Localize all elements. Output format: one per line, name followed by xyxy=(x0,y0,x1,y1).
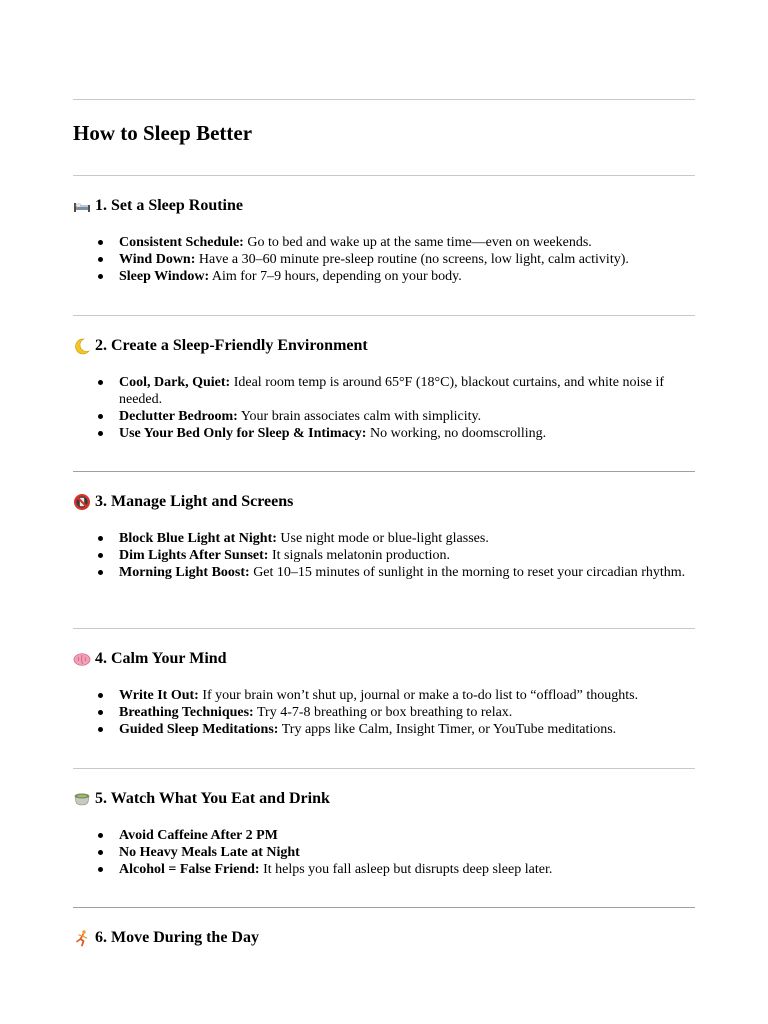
list-item xyxy=(73,530,695,547)
section-list xyxy=(73,234,695,285)
item-text: If your brain won’t shut up, journal or make a to-do list to “offload” thoughts. xyxy=(202,688,639,703)
section-heading-eat-and-drink xyxy=(73,788,330,810)
section-list xyxy=(73,530,695,581)
list-item xyxy=(73,268,695,285)
section-list xyxy=(73,827,695,878)
section-heading-text: 6. Move During the Day xyxy=(95,929,259,946)
section-heading-text: 4. Calm Your Mind xyxy=(95,650,227,667)
list-item xyxy=(73,547,695,564)
item-text: It helps you fall asleep but disrupts deep sleep later. xyxy=(263,862,553,877)
item-text: Ideal room temp is around 65°F (18°C), blackout curtains, and white noise if needed. xyxy=(119,375,665,407)
page-title: How to Sleep Better xyxy=(73,121,253,145)
item-label: Declutter Bedroom: xyxy=(119,409,238,424)
running-person-icon xyxy=(73,929,91,947)
item-label: Block Blue Light at Night: xyxy=(119,531,277,546)
section-heading-text: 3. Manage Light and Screens xyxy=(95,493,294,510)
item-text: Aim for 7–9 hours, depending on your body. xyxy=(211,269,462,284)
divider xyxy=(73,175,695,176)
crescent-moon-icon xyxy=(73,337,91,355)
divider xyxy=(73,315,695,316)
item-label: No Heavy Meals Late at Night xyxy=(119,845,300,860)
item-label: Alcohol = False Friend: xyxy=(119,862,260,877)
item-label: Consistent Schedule: xyxy=(119,235,244,250)
item-text: Your brain associates calm with simplicity. xyxy=(240,409,482,424)
list-item xyxy=(73,374,695,408)
item-label: Avoid Caffeine After 2 PM xyxy=(119,828,278,843)
item-label: Morning Light Boost: xyxy=(119,565,250,580)
section-heading-sleep-friendly-environment xyxy=(73,335,368,357)
item-text: Try apps like Calm, Insight Timer, or YouTube meditations. xyxy=(281,722,617,737)
divider xyxy=(73,907,695,908)
item-label: Write It Out: xyxy=(119,688,199,703)
item-text: Have a 30–60 minute pre-sleep routine (no screens, low light, calm activity). xyxy=(198,252,629,267)
item-text: No working, no doomscrolling. xyxy=(369,426,547,441)
section-list xyxy=(73,687,695,738)
section-heading-text: 5. Watch What You Eat and Drink xyxy=(95,790,330,807)
list-item xyxy=(73,564,695,581)
no-mobile-phones-icon xyxy=(73,493,91,511)
section-heading-set-sleep-routine xyxy=(73,195,243,217)
item-label: Breathing Techniques: xyxy=(119,705,254,720)
section-heading-text: 1. Set a Sleep Routine xyxy=(95,197,243,214)
divider xyxy=(73,628,695,629)
section-heading-light-and-screens xyxy=(73,491,293,513)
item-text: Use night mode or blue-light glasses. xyxy=(280,531,489,546)
divider xyxy=(73,99,695,100)
item-label: Guided Sleep Meditations: xyxy=(119,722,279,737)
brain-icon xyxy=(73,650,91,668)
list-item xyxy=(73,251,695,268)
list-item xyxy=(73,704,695,721)
section-list xyxy=(73,374,695,442)
item-text: Get 10–15 minutes of sunlight in the morning to reset your circadian rhythm. xyxy=(253,565,686,580)
item-text: It signals melatonin production. xyxy=(271,548,451,563)
divider xyxy=(73,768,695,769)
divider xyxy=(73,471,695,472)
list-item xyxy=(73,408,695,425)
item-label: Dim Lights After Sunset: xyxy=(119,548,269,563)
list-item xyxy=(73,234,695,251)
item-text: Try 4-7-8 breathing or box breathing to relax. xyxy=(256,705,513,720)
item-label: Sleep Window: xyxy=(119,269,210,284)
item-label: Cool, Dark, Quiet: xyxy=(119,375,231,390)
section-heading-move-during-day xyxy=(73,927,259,949)
section-heading-calm-your-mind xyxy=(73,648,227,670)
bed-icon xyxy=(73,197,91,215)
list-item xyxy=(73,425,695,442)
item-label: Use Your Bed Only for Sleep & Intimacy: xyxy=(119,426,367,441)
list-item xyxy=(73,721,695,738)
item-label: Wind Down: xyxy=(119,252,196,267)
item-text: Go to bed and wake up at the same time—even on weekends. xyxy=(247,235,592,250)
list-item xyxy=(73,861,695,878)
section-heading-text: 2. Create a Sleep-Friendly Environment xyxy=(95,337,368,354)
list-item xyxy=(73,827,695,844)
tea-cup-icon xyxy=(73,790,91,808)
list-item xyxy=(73,687,695,704)
list-item xyxy=(73,844,695,861)
